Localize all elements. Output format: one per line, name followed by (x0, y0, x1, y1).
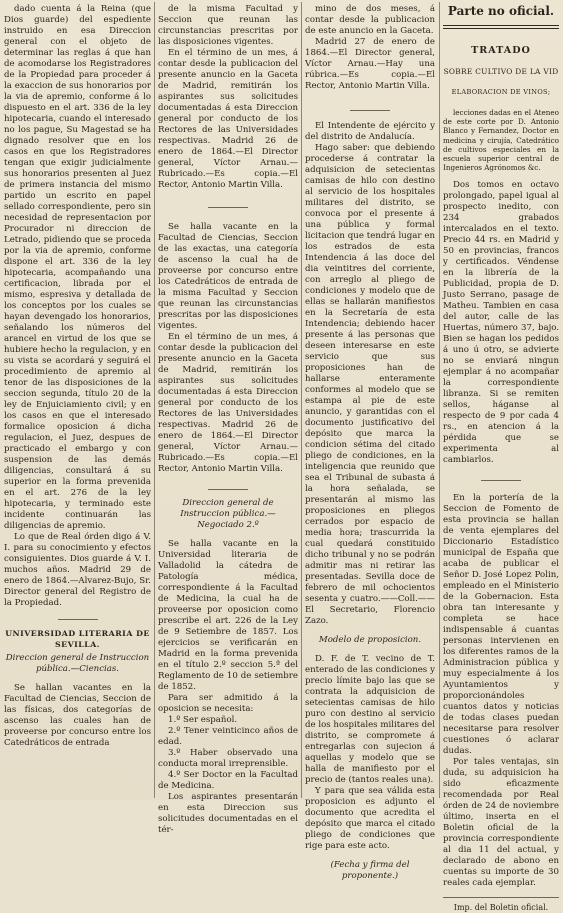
paragraph: Y para que sea válida esta proposicion es adjunto el documento que acredita el depósito que marca el citado pliego de condiciones que rige para este acto. (305, 786, 435, 851)
paragraph: Se halla vacante en la Facultad de Ciencias, Seccion de las exactas, una categoría de ascenso la cual ha de proveerse por concurso entre los Catedráticos de entrada de la misma Facultad y Seccion que reunan las circunstancias prescritas por las disposiciones vigentes. (158, 222, 298, 331)
list-item: 2.º Tener veinticinco años de edad. (158, 726, 298, 747)
article-subtitle: SOBRE CULTIVO DE LA VID (443, 67, 559, 76)
column-3 (305, 4, 435, 881)
section-heading: UNIVERSIDAD LITERARIA DE SEVILLA. (5, 629, 150, 649)
paragraph: Para ser admitido á la oposicion se necesita: (158, 693, 298, 714)
section-heading: Modelo de proposicion. (318, 635, 422, 645)
list-item: 4.º Ser Doctor en la Facultad de Medicina. (158, 770, 298, 791)
paragraph: Hago saber: que debiendo procederse á contratar la adquisicion de setecientas camisas de hilo con destino al servicio de los hospitales militares del distrito, se convoca por el presente á una pública y formal licitacion que tendrá lugar en los estrados de esta Intendencia á las doce del dia veintitres del corriente, con arreglo al pliego de condiciones y modelo que de ellas se hallarán manifiestos en la Secretaría de esta Intendencia; debiendo hacer presente á las personas que deseen interesarse en este servicio que sus proposiciones han de hallarse enteramente conformes al modelo que se estampa al pie de este anuncio, y garantidas con el documento justificativo del depósito que marca la condicion sétima del citado pliego de condiciones, en la inteligencia que reunido que sea el Tribunal de subasta á la hora señalada, se presentarán al mismo las proposiciones en pliegos cerrados por espacio de media hora; trascurrida la cual quedará constituido dicho tribunal y no se podrán admitir mas ni retirar las presentadas. Sevilla doce de febrero de mil ochocientos sesenta y cuatro.——Coll.——El Secretario, Florencio Zazo. (305, 143, 435, 626)
paragraph: dado cuenta á la Reina (que Dios guarde) del espediente instruido en esa Direccion general con el objeto de determinar las reglas á que han de acomodarse los Registradores de la Propiedad para proceder á la exaccion de sus honorarios por la via de apremio, conforme á lo dispuesto en el art. 336 de la ley hipotecaria, cuando el interesado no los pague, Su Magestad se ha dignado resolver que en los casos en que los Registradores tengan que exigir judicialmente sus honorarios presenten al Juez de primera instancia del mismo partido un escrito en papel sellado correspondiente, pero sin necesidad de representacion por Procurador ni direccion de Letrado, pidiendo que se proceda por la via de apremio, conforme dispone el art. 336 de la ley hipotecaria, acompañando una certificacion, librada por el mismo, espresiva y detallada de los conceptos por los cuales se hayan devengado los honorarios, señalando los números del arancel en virtud de los que se hubiere hecho la regulacion, y en su vista se acordará y seguirá el procedimiento de apremio al tenor de las disposiciones de la seccion segunda, título 20 de la ley de Enjuiciamiento civil; y en los casos en que el interesado formalice oposicion á dicha regulacion, el Juez, despues de practicado el embargo y con suspension de las demás diligencias, consultará á su superior en la forma prevenida en el art. 276 de la ley hipotecaria, y terminado este incidente continuarán las diligencias de apremio. (4, 4, 151, 531)
column-divider (301, 2, 302, 798)
separator (58, 619, 98, 620)
column-divider (154, 2, 155, 798)
paragraph: En el término de un mes, á contar desde la publicacion del presente anuncio en la Gaceta de Madrid, remitirán los aspirantes sus solicitudes documentadas á esta Direccion general por conducto de los Rectores de las Universidades respectivas. Madrid 26 de enero de 1864.—El Director general, Víctor Arnau.—Rubricado.—Es copia.—El Rector, Antonio Martin Villa. (158, 48, 298, 190)
paragraph: Lo que de Real órden digo á V. I. para su conocimiento y efectos consiguientes. Dios guarde á V. I. muchos años. Madrid 29 de enero de 1864.—Alvarez-Bujo, Sr. Director general del Registro de la Propiedad. (4, 532, 151, 608)
paragraph: En la portería de la Seccion de Fomento de esta provincia se hallan de venta ejemplares del Diccionario Estadístico municipal de España que acaba de publicar el Señor D. José Lopez Polin, empleado en el Ministerio de la Gobernacion. Esta obra tan interesante y completa se hace indispensable á cuantas personas intervienen en los diferentes ramos de la Administracion pública y muy especialmente á los Ayuntamientos y proporcionándoles cuantos datos y noticias de todas clases puedan necesitarse para resolver cuestiones ó aclarar dudas. (443, 493, 559, 757)
separator (481, 480, 521, 481)
imprint: Imp. del Boletin oficial. (453, 903, 549, 913)
double-rule (443, 25, 559, 29)
paragraph: El Intendente de ejército y del distrito de Andalucía. (305, 121, 435, 142)
column-2 (158, 4, 298, 835)
section-header: Parte no oficial. (447, 4, 555, 18)
paragraph: En el término de un mes, á contar desde la publicacion del presente anuncio en la Gaceta de Madrid, remitirán los aspirantes sus solicitudes documentadas á esta Direccion general por conducto de los Rectores de las Universidades respectivas. Madrid 26 de enero de 1864.—El Director general, Víctor Arnau.—Rubricado.—Es copia.—El Rector, Antonio Martin Villa. (158, 332, 298, 474)
separator (208, 207, 248, 208)
article-subsubtitle: ELABORACION DE VINOS; (451, 88, 551, 96)
column-1 (4, 4, 151, 796)
list-item: 3.º Haber observado una conducta moral irreprensible. (158, 748, 298, 769)
paragraph: Por tales ventajas, sin duda, su adquisicion ha sido eficazmente recomendada por Real órden de 24 de noviembre último, inserta en el Boletin oficial de la provincia correspondiente al dia 11 del actual, y declarado de abono en cuentas su importe de 30 reales cada ejemplar. (443, 757, 559, 889)
paragraph: Dos tomos en octavo prolongado, papel igual al prospecto inedito, con 234 grabados intercalados en el texto. Precio 44 rs. en Madrid y 50 en provincias, francos y certificados. Véndense en la librería de la Publicidad, propia de D. Justo Serrano, pasage de Matheu. Tambien en casa del autor, calle de las Huertas, número 37, bajo. Bien se hagan los pedidos á uno ú otro, se advierte no se enviará ningun ejemplar á no acompañar la correspondiente libranza. Si se remiten sellos, háganse al respecto de 9 por cada 4 rs., en atencion á la pérdida que se experimenta al cambiarlos. (443, 180, 559, 466)
article-title: TRATADO (471, 45, 531, 56)
column-4 (443, 4, 559, 913)
separator (208, 489, 248, 490)
section-subheading: Direccion general de Instruccion pública.—Ciencias. (5, 653, 150, 674)
paragraph: Los aspirantes presentarán en esta Direccion sus solicitudes documentadas en el tér- (158, 792, 298, 835)
separator (350, 110, 390, 111)
article-description: lecciones dadas en el Ateneo de este corte por D. Antonio Blanco y Fernandez, Doctor en medicina y cirujía, Catedrático de cultivos especiales en la escuela superior central de Ingenieros Agrónomos &c. (443, 108, 559, 173)
paragraph: de la misma Facultad y Seccion que reunan las circunstancias prescritas por las disposiciones vigentes. (158, 4, 298, 47)
paragraph: Se hallan vacantes en la Facultad de Ciencias, Seccion de las físicas, dos categorías de ascenso las cuales han de proveerse por concurso entre los Catedráticos de entrada (4, 683, 151, 748)
signature-line: (Fecha y firma del proponente.) (330, 860, 410, 881)
paragraph: mino de dos meses, á contar desde la publicacion de este anuncio en la Gaceta. (305, 4, 435, 36)
section-subheading: Direccion general de Instruccion pública.—Negociado 2.º (180, 498, 276, 530)
list-item: 1.º Ser español. (168, 715, 238, 725)
paragraph: Madrid 27 de enero de 1864.—El Director general, Víctor Arnau.—Hay una rúbrica.—Es copia.—El Rector, Antonio Martin Villa. (305, 37, 435, 91)
paragraph: D. F. de T. vecino de T. enterado de las condiciones y precio límite bajo las que se contrata la adquisicion de setecientas camisas de hilo puro con destino al servicio de los hospitales militares del distrito, se compromete á entregarlas con sujecion á aquellas y modelo que se halla de manifiesto por el precio de (tantos reales una). (305, 654, 435, 785)
paragraph: Se halla vacante en la Universidad literaria de Valladolid la cátedra de Patología médica, correspondiente á la Facultad de Medicina, la cual ha de proveerse por oposicion como prescribe el art. 226 de la Ley de 9 Setiembre de 1857. Los ejercicios se verificarán en Madrid en la forma prevenida en el título 2.º seccion 5.ª del Reglamento de 10 de setiembre de 1852. (158, 539, 298, 692)
column-divider (439, 2, 440, 798)
